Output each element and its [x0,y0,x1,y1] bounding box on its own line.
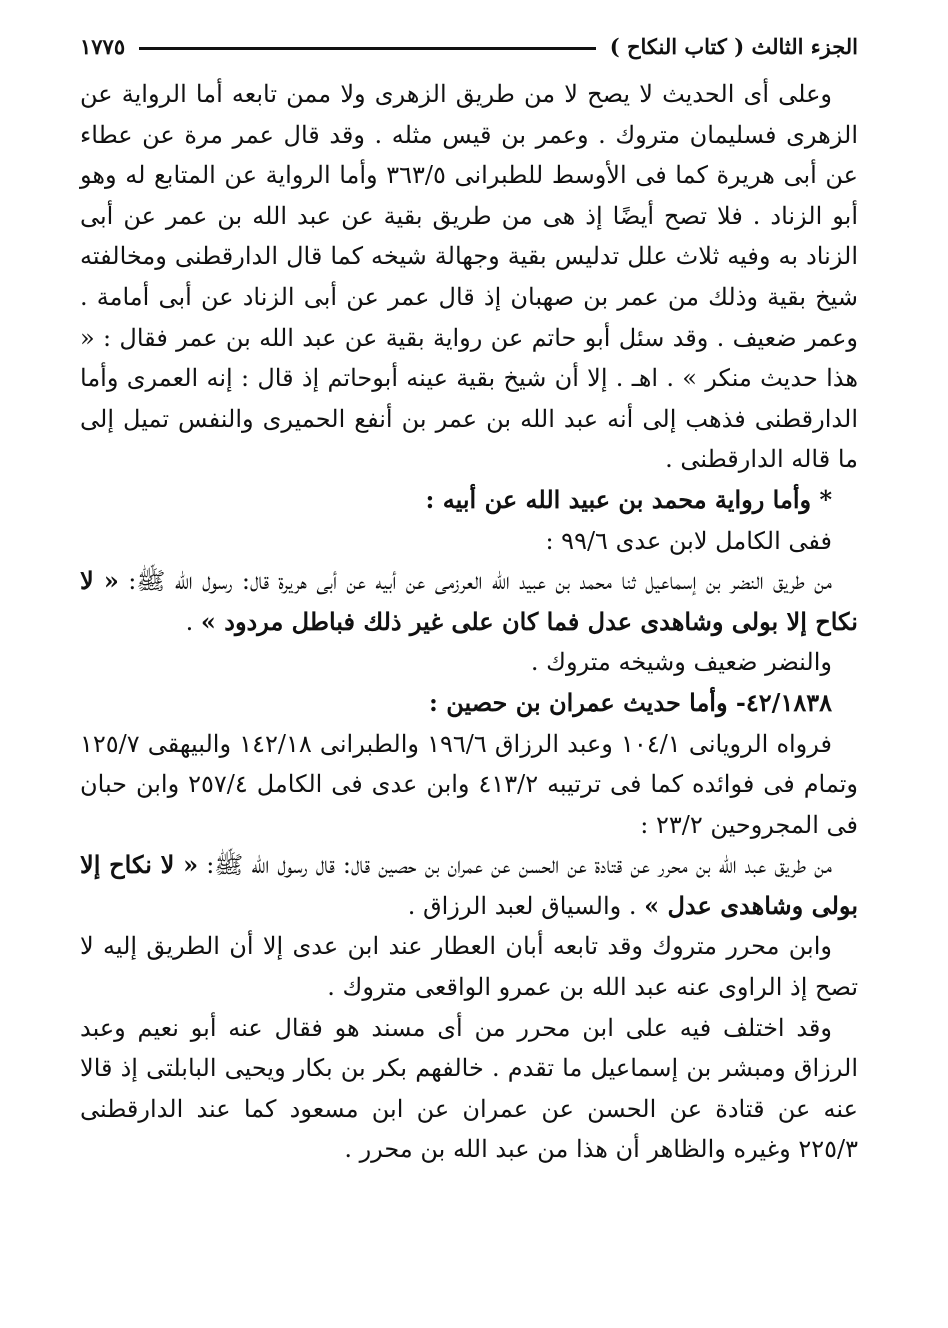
paragraph: وقد اختلف فيه على ابن محرر من أى مسند هو فقال عنه أبو نعيم وعبد الرزاق ومبشر بن إسماعيل ما تقدم . خالفهم بكر بن بكار ويحيى البابلتى إذ قالا عنه عن قتادة عن الحسن عن عمران عن ابن مسعود كما عند الدارقطنى ٢٢٥/٣ وغيره والظاهر أن هذا من عبد الله بن محرر . [80,1013,858,1164]
header-rule [139,47,596,50]
text-span: . والسياق لعبد الرزاق . [407,891,645,920]
hadith-quote: « لا نكاح إلا بولى وشاهدى عدل » [80,850,858,920]
page-number: ١٧٧٥ [80,33,126,59]
header-title: الجزء الثالث ( كتاب النكاح ) [609,33,858,59]
book-page [80,28,858,1170]
paragraph: فرواه الرويانى ١٠٤/١ وعبد الرزاق ١٩٦/٦ والطبرانى ١٤٢/١٨ والبيهقى ١٢٥/٧ وتمام فى فوائده كما فى ترتيبه ٤١٣/٢ وابن عدى فى الكامل ٢٥٧/٤ وابن حبان فى المجروحين ٢٣/٢ : [80,729,859,839]
paragraph [80,845,858,926]
text-span: . [185,607,201,636]
hadith-quote: « لا نكاح إلا بولى وشاهدى عدل فما كان على غير ذلك فباطل مردود » [80,566,858,636]
paragraph: وابن محرر متروك وقد تابعه أبان العطار عند ابن عدى إلا أن الطريق إليه لا تصح إذ الراوى عنه عبد الله بن عمرو الواقعى متروك . [80,932,858,1002]
page-body [80,74,858,1170]
paragraph [80,561,858,642]
paragraph: وعلى أى الحديث لا يصح لا من طريق الزهرى ولا ممن تابعه أما الرواية عن الزهرى فسليمان متروك . وعمر بن قيس مثله . وقد قال عمر مرة عن عطاء عن أبى هريرة كما فى الأوسط للطبرانى ٣٦٣/٥ وأما الرواية عن المتابع له وهو أبو الزناد . فلا تصح أيضًا إذ هى من طريق بقية عن عبد الله بن عمر عن أبى الزناد به وفيه ثلاث علل تدليس بقية وجهالة شيخه كما قال الدارقطنى ومخالفته شيخ بقية وذلك من عمر بن صهبان إذ قال عمر عن أبى الزناد عن أبى أمامة . وعمر ضعيف . وقد سئل أبو حاتم عن رواية بقية عن عبد الله بن عمر فقال : « هذا حديث منكر » . اهـ . إلا أن شيخ بقية عينه أبوحاتم إذ قال : إنه العمرى وأما الدارقطنى فذهب إلى أنه عبد الله بن عمر بن أنفع الحميرى والنفس تميل إلى ما قاله الدارقطنى . [80,80,858,474]
running-header [80,28,858,64]
text-span: من طريق النضر بن إسماعيل ثنا محمد بن عبيد الله العرزمى عن أبيه عن أبى هريرة قال: رسول الله ﷺ: [118,567,833,596]
paragraph: والنضر ضعيف وشيخه متروك . [530,648,832,677]
section-heading: ٤٢/١٨٣٨- وأما حديث عمران بن حصين : [428,687,832,717]
paragraph: ففى الكامل لابن عدى ٩٩/٦ : [545,526,832,555]
section-heading: * وأما رواية محمد بن عبيد الله عن أبيه : [425,484,832,514]
text-span: من طريق عبد الله بن محرر عن قتادة عن الحسن عن عمران بن حصين قال: قال رسول الله ﷺ: [198,851,832,880]
